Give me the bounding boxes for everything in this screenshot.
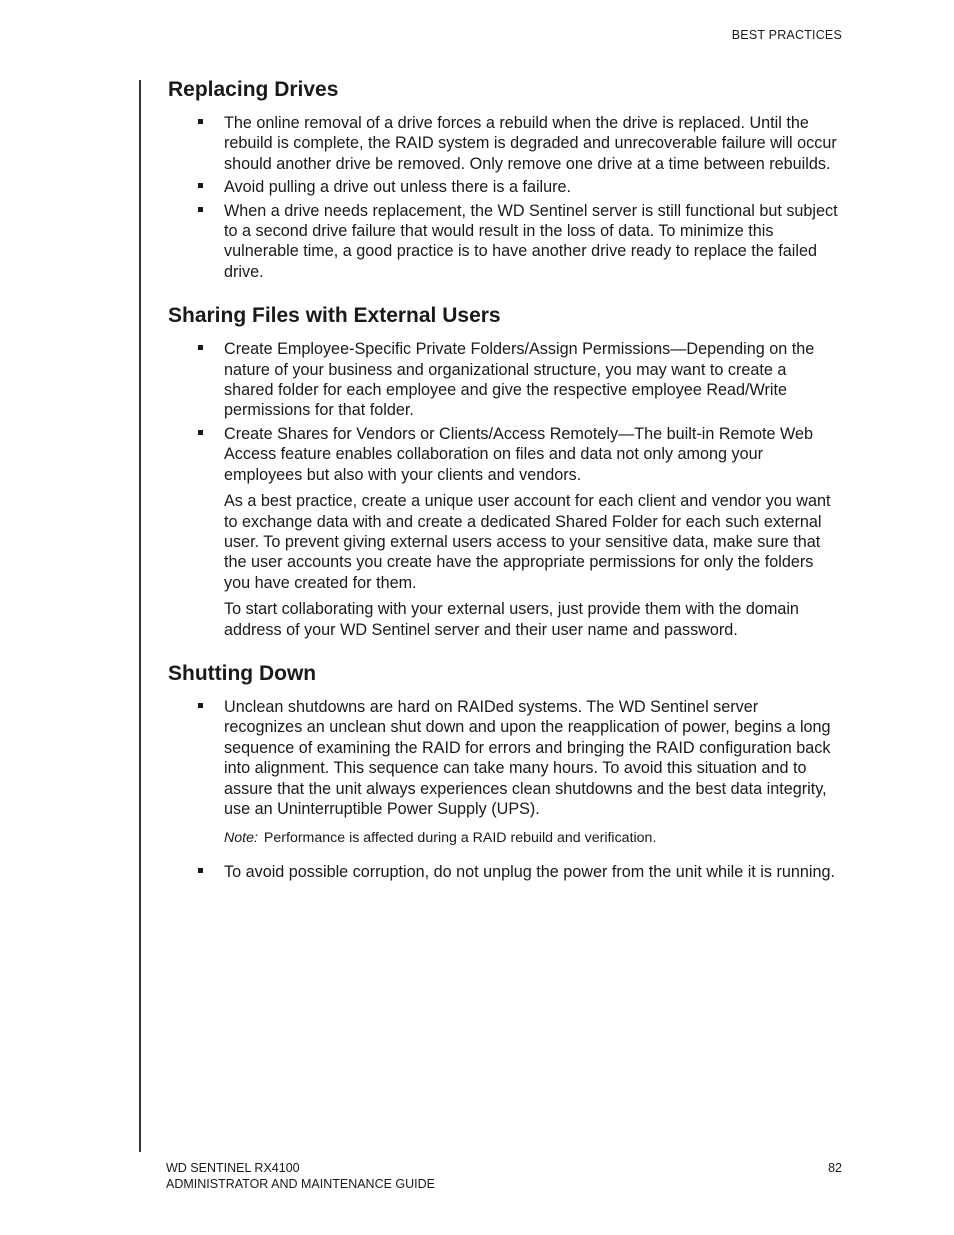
bullet-text: Avoid pulling a drive out unless there is a failure. (224, 178, 572, 197)
section-title-sharing-files: Sharing Files with External Users (168, 304, 501, 328)
bullet-text: Create Employee-Specific Private Folders/Assign Permissions—Depending on the nature of your business and organizational structure, you may want to create a shared folder for each employee and give the respective employee Read/Write permissions for that folder. (224, 340, 815, 420)
square-bullet-icon (198, 119, 203, 124)
section-title-shutting-down: Shutting Down (168, 661, 317, 685)
note-label: Note: (224, 830, 258, 847)
square-bullet-icon (198, 703, 203, 708)
bullet-list (168, 113, 840, 282)
footer (166, 1160, 435, 1192)
list-item (168, 862, 840, 882)
note-text: Performance is affected during a RAID rebuild and verification. (263, 830, 657, 847)
square-bullet-icon (198, 868, 203, 873)
bullet-paragraph: As a best practice, create a unique user account for each client and vendor you want to exchange data with and create a dedicated Shared Folder for each such external user. To prevent giving external users access to your sensitive data, make sure that the user accounts you create have the appropriate permissions for only the folders you have created for them. (224, 492, 831, 592)
list-item (168, 177, 840, 197)
list-item (168, 339, 840, 421)
square-bullet-icon (198, 207, 203, 212)
bullet-text: The online removal of a drive forces a rebuild when the drive is replaced. Until the rebuild is complete, the RAID system is degraded and unrecoverable failure will occur should another drive be removed. Only remove one drive at a time between rebuilds. (224, 114, 837, 173)
square-bullet-icon (198, 430, 203, 435)
bullet-text: Create Shares for Vendors or Clients/Access Remotely—The built-in Remote Web Access feature enables collaboration on files and data not only among your employees but also with your clients and vendors. (224, 424, 813, 484)
bullet-text: To avoid possible corruption, do not unplug the power from the unit while it is running. (224, 863, 835, 882)
bullet-list (168, 697, 840, 883)
margin-rule (139, 80, 141, 1152)
list-item (168, 424, 840, 640)
bullet-text: When a drive needs replacement, the WD Sentinel server is still functional but subject to a second drive failure that would result in the loss of data. To minimize this vulnerable time, a good practice is to have another drive ready to replace the failed drive. (224, 201, 838, 281)
page-number: 82 (828, 1161, 842, 1175)
bullet-paragraph: To start collaborating with your external users, just provide them with the domain address of your WD Sentinel server and their user name and password. (224, 600, 799, 639)
list-item (168, 201, 840, 283)
square-bullet-icon (198, 183, 203, 188)
running-header: BEST PRACTICES (731, 28, 842, 42)
list-item (168, 113, 840, 174)
square-bullet-icon (198, 345, 203, 350)
note (224, 828, 840, 848)
bullet-list (168, 339, 840, 640)
bullet-text: Unclean shutdowns are hard on RAIDed systems. The WD Sentinel server recognizes an unclean shut down and upon the reapplication of power, begins a long sequence of examining the RAID for errors and bringing the RAID configuration back into alignment. This sequence can take many hours. To avoid this situation and to assure that the unit always experiences clean shutdowns and the best data integrity, use an Uninterruptible Power Supply (UPS). (224, 697, 831, 818)
page-content (168, 76, 840, 886)
footer-guide: ADMINISTRATOR AND MAINTENANCE GUIDE (166, 1177, 436, 1191)
list-item (168, 697, 840, 848)
section-title-replacing-drives: Replacing Drives (168, 78, 339, 101)
footer-product: WD SENTINEL RX4100 (166, 1161, 300, 1175)
